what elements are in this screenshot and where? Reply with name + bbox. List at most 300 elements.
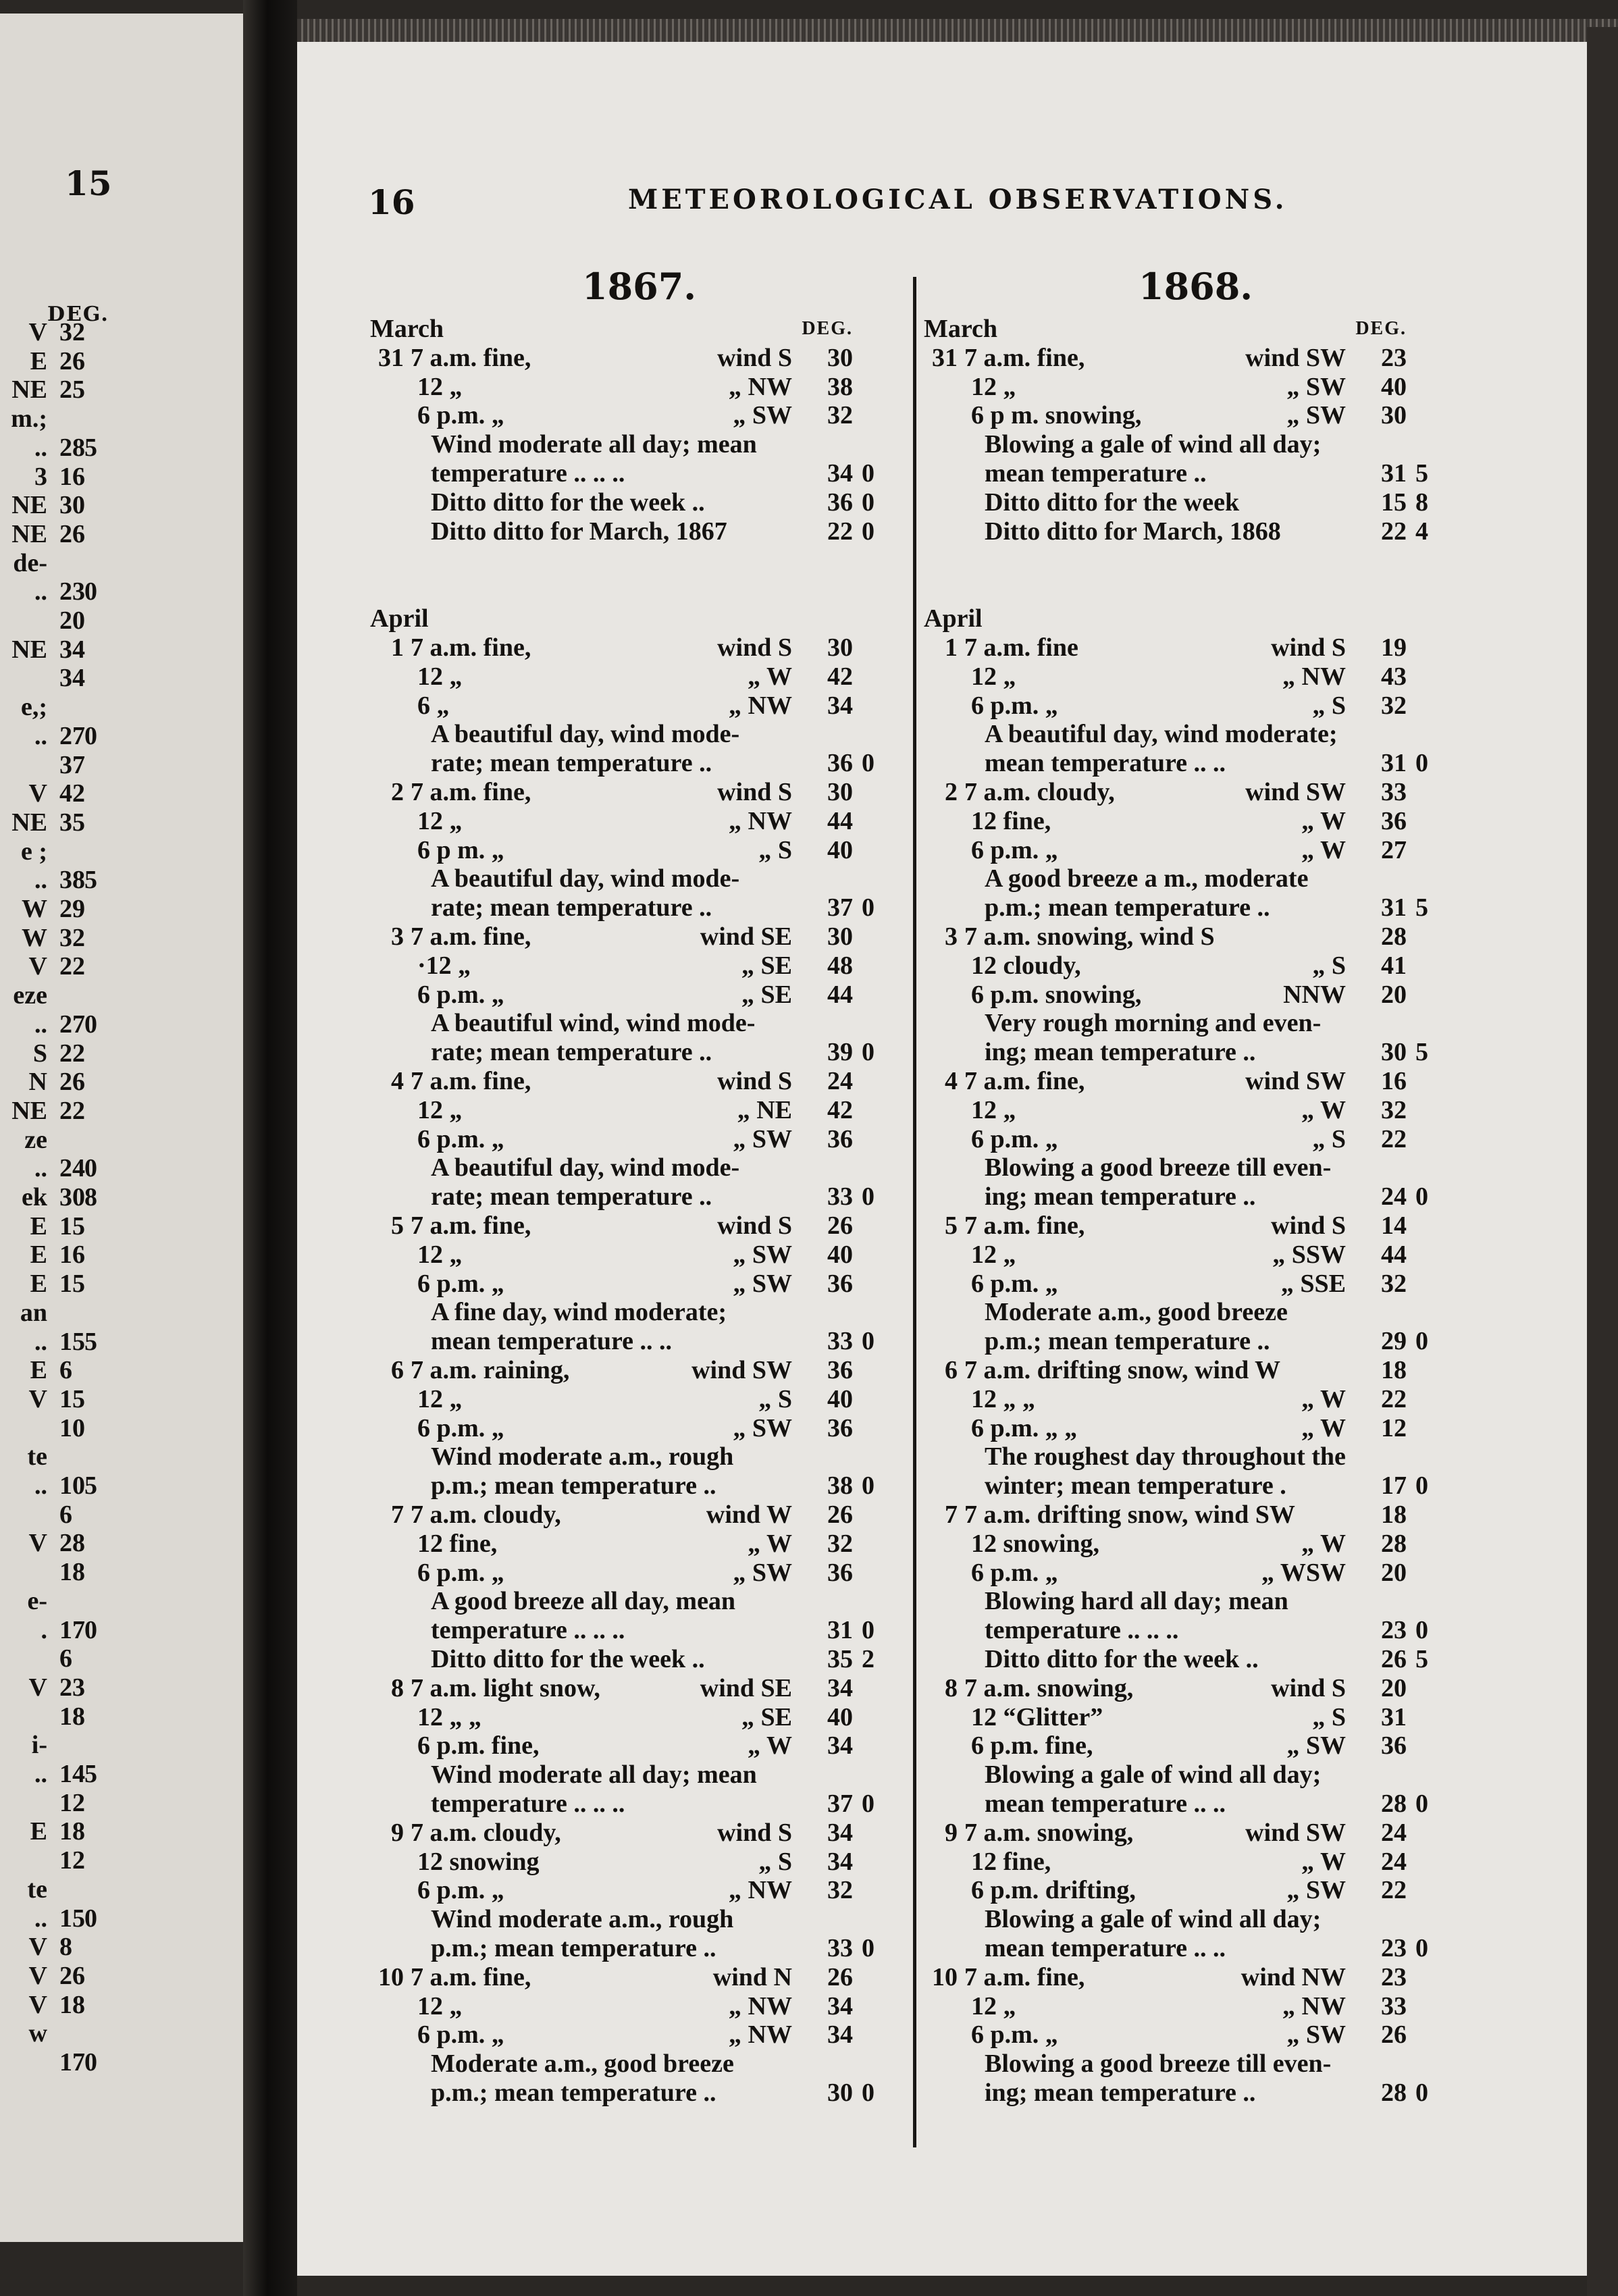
day-number: 31 [932,343,958,372]
day-number: 7 [391,1501,404,1529]
wind-direction: „ S [1312,951,1346,980]
temperature-value: 44 [827,980,853,1009]
temperature-value: 31 [1381,1702,1407,1731]
temperature-fraction: 0 [1415,1934,1428,1962]
temperature-value: 31 [1381,893,1407,922]
wind-direction: „ NW [729,806,792,835]
temperature-fraction: 0 [862,1182,875,1211]
left-fragment-cell: NE [11,491,47,520]
observation-text: ·12 „ [417,951,471,980]
wind-direction: „ SW [733,401,792,430]
day-number: 2 [391,778,404,806]
observation-text: 12 cloudy, [971,951,1081,980]
temperature-value: 43 [1381,662,1407,691]
wind-direction: wind NW [1241,1962,1346,1991]
wind-direction: NNW [1283,980,1346,1009]
month-heading: April [924,604,983,633]
temperature-fraction: 0 [862,2079,875,2107]
observation-text: 6 „ [417,691,450,720]
temperature-fraction: 0 [862,749,875,778]
temperature-value: 42 [827,662,853,691]
temperature-value: 14 [1381,1211,1407,1240]
observation-text: A beautiful day, wind moderate; [985,720,1338,749]
observation-text: Blowing a gale of wind all day; [985,1760,1322,1790]
left-fragment-cell: 30 [59,1183,85,1211]
temperature-value: 40 [827,1384,853,1413]
left-fragment-cell: 6 [59,1356,72,1385]
left-fragment-cell: 5 [84,1760,97,1788]
observation-text: p.m.; mean temperature .. [985,893,1270,922]
observation-text: 7 a.m. fine [964,633,1078,662]
observation-text: temperature .. .. .. [985,1616,1179,1645]
book-spine [243,0,297,2296]
temperature-value: 26 [1381,1645,1407,1673]
observation-text: mean temperature .. .. [431,1327,673,1356]
wind-direction: wind S [717,1067,792,1095]
degree-label: DEG. [1355,318,1407,339]
temperature-fraction: 5 [1415,893,1428,922]
wind-direction: „ NE [737,1095,792,1124]
day-number: 3 [945,922,958,951]
day-number: 8 [945,1673,958,1702]
observation-text: 7 a.m. drifting snow, wind W [964,1356,1281,1384]
observation-text: mean temperature .. [985,459,1207,488]
wind-direction: „ W [1301,835,1346,864]
temperature-value: 36 [827,488,853,517]
observation-text: 6 p.m. „ „ [971,1413,1078,1442]
left-fragment-cell: 12 [59,1846,85,1875]
observation-text: Very rough morning and even- [985,1009,1322,1038]
observation-text: 12 „ [971,662,1016,691]
observation-text: 12 „ [417,1991,463,2020]
temperature-value: 26 [827,1501,853,1529]
observation-text: A fine day, wind moderate; [431,1298,727,1327]
degree-label: DEG. [802,318,853,339]
wind-direction: „ NW [1282,662,1346,691]
left-fragment-cell: 0 [84,1904,97,1933]
observation-text: mean temperature .. .. [985,1790,1226,1818]
observation-text: 12 „ [417,1240,463,1269]
left-fragment-cell: 18 [59,1817,85,1846]
wind-direction: „ SSE [1280,1269,1346,1298]
temperature-value: 34 [827,2020,853,2050]
wind-direction: „ S [758,1847,792,1876]
temperature-value: 38 [827,1471,853,1501]
left-fragment-cell: 28 [59,433,85,462]
left-fragment-cell: W [22,895,47,923]
temperature-value: 36 [827,1124,853,1153]
observation-text: 12 „ [417,372,463,401]
wind-direction: „ W [1301,1095,1346,1124]
left-fragment-cell: 29 [59,895,85,923]
observation-text: 7 a.m. cloudy, [964,778,1115,806]
day-number: 9 [945,1818,958,1847]
wind-direction: „ W [1301,806,1346,835]
day-number: 6 [391,1356,404,1384]
left-fragment-cell: 18 [59,1558,85,1587]
left-fragment-cell: i- [31,1731,47,1760]
observation-text: 7 a.m. raining, [411,1356,570,1384]
temperature-value: 33 [827,1327,853,1356]
observation-text: 6 p.m. fine, [971,1731,1093,1760]
observation-text: p.m.; mean temperature .. [985,1327,1270,1356]
observation-text: 6 p.m. „ [971,1269,1058,1298]
left-page-number: 15 [65,163,112,203]
left-fragment-cell: V [28,952,47,981]
temperature-value: 20 [1381,1558,1407,1587]
temperature-fraction: 0 [1415,2079,1428,2107]
observation-text: 6 p.m. „ [971,1124,1058,1153]
observation-text: Blowing a gale of wind all day; [985,430,1322,459]
wind-direction: „ NW [729,1876,792,1905]
wind-direction: „ WSW [1261,1558,1346,1587]
observation-text: 6 p.m. „ [971,691,1058,720]
temperature-value: 36 [1381,1731,1407,1760]
temperature-value: 33 [827,1182,853,1211]
wind-direction: wind SW [1245,1818,1346,1847]
left-fragment-cell: 10 [59,1471,85,1500]
observation-text: 7 a.m. drifting snow, wind SW [964,1501,1295,1529]
wind-direction: „ SW [1286,1731,1346,1760]
temperature-value: 20 [1381,980,1407,1009]
left-fragment-cell: 18 [59,1702,85,1731]
temperature-value: 24 [1381,1847,1407,1876]
left-fragment-cell: 34 [59,664,85,693]
left-fragment-cell: .. [34,721,47,750]
observation-text: 6 p m. „ [417,835,504,864]
day-number: 10 [378,1962,404,1991]
observation-text: 7 a.m. fine, [964,1962,1085,1991]
left-fragment-cell: an [20,1298,47,1327]
observation-text: 6 p m. snowing, [971,401,1142,430]
observation-text: 7 a.m. fine, [411,1962,531,1991]
observation-text: 6 p.m. „ [417,1558,504,1587]
left-fragment-cell: 15 [59,1327,85,1356]
wind-direction: „ SE [741,951,792,980]
wind-direction: „ W [748,662,792,691]
wind-direction: „ SW [1286,401,1346,430]
observation-text: temperature .. .. .. [431,1790,625,1818]
temperature-fraction: 0 [862,1471,875,1501]
observation-text: Ditto ditto for the week [985,488,1240,517]
temperature-value: 24 [1381,1818,1407,1847]
temperature-value: 31 [827,1616,853,1645]
temperature-value: 30 [827,778,853,806]
temperature-value: 42 [827,1095,853,1124]
left-fragment-cell: 6 [59,1644,72,1673]
left-fragment-cell: te [27,1442,47,1471]
day-number: 5 [391,1211,404,1240]
observation-text: p.m.; mean temperature .. [431,1471,716,1501]
left-fragment-cell: 16 [59,462,85,491]
left-fragment-cell: 8 [84,1183,97,1211]
temperature-value: 29 [1381,1327,1407,1356]
wind-direction: wind S [1271,1673,1346,1702]
left-fragment-cell: 34 [59,635,85,664]
observation-text: 7 a.m. fine, [411,343,531,372]
temperature-value: 33 [1381,778,1407,806]
wind-direction: „ S [1312,691,1346,720]
observation-text: 12 fine, [971,806,1051,835]
left-fragment-cell: 0 [84,1010,97,1039]
observation-text: 12 „ [417,1384,463,1413]
temperature-fraction: 0 [862,1934,875,1962]
left-fragment-cell: w [28,2019,47,2048]
temperature-value: 32 [1381,691,1407,720]
temperature-value: 40 [827,835,853,864]
left-fragment-cell: 22 [59,1096,85,1125]
observation-text: A beautiful day, wind mode- [431,1153,740,1182]
observation-text: 6 p.m. „ [417,980,504,1009]
left-fragment-cell: .. [34,433,47,462]
left-fragment-cell: 28 [59,1529,85,1558]
temperature-fraction: 0 [1415,749,1428,778]
left-fragment-cell: e- [27,1586,47,1615]
left-fragment-cell: 16 [59,1241,85,1270]
temperature-value: 44 [1381,1240,1407,1269]
observation-text: 7 a.m. snowing, [964,1673,1134,1702]
temperature-value: 23 [1381,1962,1407,1991]
left-fragment-cell: 0 [84,1154,97,1183]
temperature-value: 39 [827,1038,853,1067]
observation-text: Ditto ditto for the week .. [985,1645,1259,1673]
left-fragment-cell: .. [34,1471,47,1500]
temperature-value: 36 [827,749,853,778]
temperature-fraction: 0 [862,1327,875,1356]
wind-direction: wind N [712,1962,792,1991]
observation-text: Ditto ditto for the week .. [431,1645,705,1673]
temperature-value: 30 [827,633,853,662]
left-fragment-cell: 12 [59,1788,85,1817]
observation-text: 7 a.m. fine, [964,343,1085,372]
left-page [0,14,243,2242]
observation-text: 6 p.m. „ [417,401,504,430]
temperature-value: 15 [1381,488,1407,517]
temperature-value: 48 [827,951,853,980]
left-fragment-cell: 15 [59,1384,85,1413]
observation-text: A good breeze a m., moderate [985,864,1309,893]
observation-text: rate; mean temperature .. [431,1182,712,1211]
observation-text: 6 p.m. snowing, [971,980,1142,1009]
wind-direction: „ NW [729,1991,792,2020]
observation-text: 6 p.m. „ [417,2020,504,2050]
observation-text: 7 a.m. fine, [411,1211,531,1240]
day-number: 4 [945,1067,958,1095]
wind-direction: „ NW [1282,1991,1346,2020]
wind-direction: „ SW [1286,1876,1346,1905]
temperature-fraction: 2 [862,1645,875,1673]
left-fragment-cell: 26 [59,1961,85,1990]
left-fragment-cell: 26 [59,1068,85,1097]
left-fragment-cell: 22 [59,952,85,981]
wind-direction: „ SW [1286,372,1346,401]
left-fragment-cell: 17 [59,1615,85,1644]
observation-text: rate; mean temperature .. [431,1038,712,1067]
left-fragment-cell: 35 [59,808,85,837]
temperature-value: 34 [827,1731,853,1760]
day-number: 9 [391,1818,404,1847]
temperature-value: 31 [1381,749,1407,778]
temperature-value: 30 [1381,401,1407,430]
observation-text: Moderate a.m., good breeze [431,2050,734,2079]
observation-text: 6 p.m. „ [971,835,1058,864]
day-number: 31 [378,343,404,372]
observation-text: Ditto ditto for the week .. [431,488,705,517]
left-fragment-cell: e,; [20,693,47,722]
observation-text: 6 p.m. „ [417,1413,504,1442]
observation-text: 12 fine, [417,1529,498,1558]
left-fragment-cell: V [28,779,47,808]
wind-direction: „ SE [741,1702,792,1731]
day-number: 10 [932,1962,958,1991]
observation-text: 12 „ [417,806,463,835]
temperature-value: 40 [827,1240,853,1269]
left-fragment-cell: .. [34,1760,47,1788]
day-number: 4 [391,1067,404,1095]
observation-text: 6 p.m. fine, [417,1731,540,1760]
observation-text: Moderate a.m., good breeze [985,1298,1288,1327]
temperature-value: 18 [1381,1501,1407,1529]
temperature-fraction: 0 [1415,1616,1428,1645]
left-fragment-cell: 18 [59,1990,85,2019]
wind-direction: „ S [758,835,792,864]
wind-direction: wind W [706,1501,792,1529]
observation-text: 12 fine, [971,1847,1051,1876]
observation-text: Wind moderate a.m., rough [431,1442,734,1471]
left-deg-label: DEG. [47,303,109,326]
wind-direction: „ SE [741,980,792,1009]
left-fragment-cell: 5 [84,1327,97,1356]
observation-text: rate; mean temperature .. [431,749,712,778]
observation-text: 7 a.m. fine, [411,1067,531,1095]
left-fragment-cell: V [28,318,47,346]
left-fragment-cell: . [41,1615,47,1644]
left-fragment-cell: V [28,1673,47,1702]
temperature-value: 31 [1381,459,1407,488]
temperature-value: 34 [827,1818,853,1847]
wind-direction: „ W [748,1529,792,1558]
left-fragment-cell: .. [34,577,47,606]
temperature-value: 27 [1381,835,1407,864]
left-fragment-cell: .. [34,1327,47,1356]
temperature-fraction: 4 [1415,517,1428,546]
wind-direction: „ SW [733,1269,792,1298]
observation-text: 12 „ „ [971,1384,1035,1413]
left-fragment-cell: V [28,1933,47,1962]
wind-direction: „ SW [733,1413,792,1442]
temperature-fraction: 8 [1415,488,1428,517]
left-fragment-cell: E [30,1270,47,1299]
left-fragment-cell: V [28,1990,47,2019]
running-head: METEOROLOGICAL OBSERVATIONS. [628,184,1288,215]
left-fragment-cell: E [30,1211,47,1241]
day-number: 5 [945,1211,958,1240]
temperature-value: 22 [1381,1876,1407,1905]
left-fragment-cell: 5 [84,433,97,462]
left-fragment-cell: 27 [59,1010,85,1039]
observation-text: 12 „ [971,372,1016,401]
temperature-fraction: 0 [862,893,875,922]
left-fragment-cell: V [28,1961,47,1990]
left-fragment-cell: N [28,1068,47,1097]
observation-text: 7 a.m. cloudy, [411,1501,561,1529]
temperature-value: 30 [827,343,853,372]
observation-text: 12 „ „ [417,1702,481,1731]
left-fragment-cell: E [30,1241,47,1270]
observation-text: 12 snowing [417,1847,540,1876]
observation-text: Ditto ditto for March, 1868 [985,517,1281,546]
observation-text: rate; mean temperature .. [431,893,712,922]
observation-text: The roughest day throughout the [985,1442,1346,1471]
temperature-value: 40 [1381,372,1407,401]
observation-text: p.m.; mean temperature .. [431,1934,716,1962]
wind-direction: „ NW [729,372,792,401]
wind-direction: wind S [717,633,792,662]
observation-text: 7 a.m. snowing, [964,1818,1134,1847]
left-fragment-cell: 38 [59,866,85,895]
left-fragment-cell: te [27,1875,47,1904]
observation-text: 12 “Glitter” [971,1702,1103,1731]
temperature-value: 24 [827,1067,853,1095]
day-number: 7 [945,1501,958,1529]
left-fragment-cell: 26 [59,519,85,548]
left-fragment-cell: .. [34,1154,47,1183]
year-1868-heading: 1868. [1139,265,1253,308]
observation-text: 7 a.m. fine, [964,1067,1085,1095]
left-fragment-cell: 37 [59,750,85,779]
temperature-value: 40 [827,1702,853,1731]
left-fragment-cell: NE [11,1096,47,1125]
temperature-value: 22 [1381,1384,1407,1413]
observation-text: ing; mean temperature .. [985,1038,1256,1067]
temperature-value: 32 [1381,1095,1407,1124]
temperature-value: 26 [1381,2020,1407,2050]
wind-direction: „ W [1301,1847,1346,1876]
temperature-value: 30 [1381,1038,1407,1067]
left-fragment-cell: 5 [84,1471,97,1500]
wind-direction: wind S [1271,633,1346,662]
wind-direction: „ S [1312,1702,1346,1731]
left-fragment-cell: 15 [59,1211,85,1241]
observation-text: temperature .. .. .. [431,459,625,488]
left-fragment-cell: 14 [59,1760,85,1788]
month-heading: April [370,604,429,633]
left-fragment-cell: 6 [59,1500,72,1529]
wind-direction: „ NW [729,2020,792,2050]
wind-direction: wind SW [1245,1067,1346,1095]
observation-text: 12 „ [971,1240,1016,1269]
temperature-value: 30 [827,2079,853,2107]
temperature-value: 34 [827,1847,853,1876]
temperature-value: 33 [1381,1991,1407,2020]
left-fragment-cell: 0 [84,721,97,750]
left-fragment-cell: 23 [59,577,85,606]
temperature-fraction: 0 [862,1616,875,1645]
day-number: 1 [945,633,958,662]
wind-direction: wind S [717,778,792,806]
temperature-value: 19 [1381,633,1407,662]
observation-text: 7 a.m. fine, [964,1211,1085,1240]
temperature-value: 12 [1381,1413,1407,1442]
temperature-fraction: 5 [1415,1038,1428,1067]
temperature-value: 35 [827,1645,853,1673]
temperature-fraction: 0 [862,459,875,488]
temperature-value: 26 [827,1211,853,1240]
temperature-value: 38 [827,372,853,401]
page-edge-top [297,19,1618,42]
left-fragment-cell: 25 [59,375,85,405]
left-fragment-cell: 0 [84,1615,97,1644]
